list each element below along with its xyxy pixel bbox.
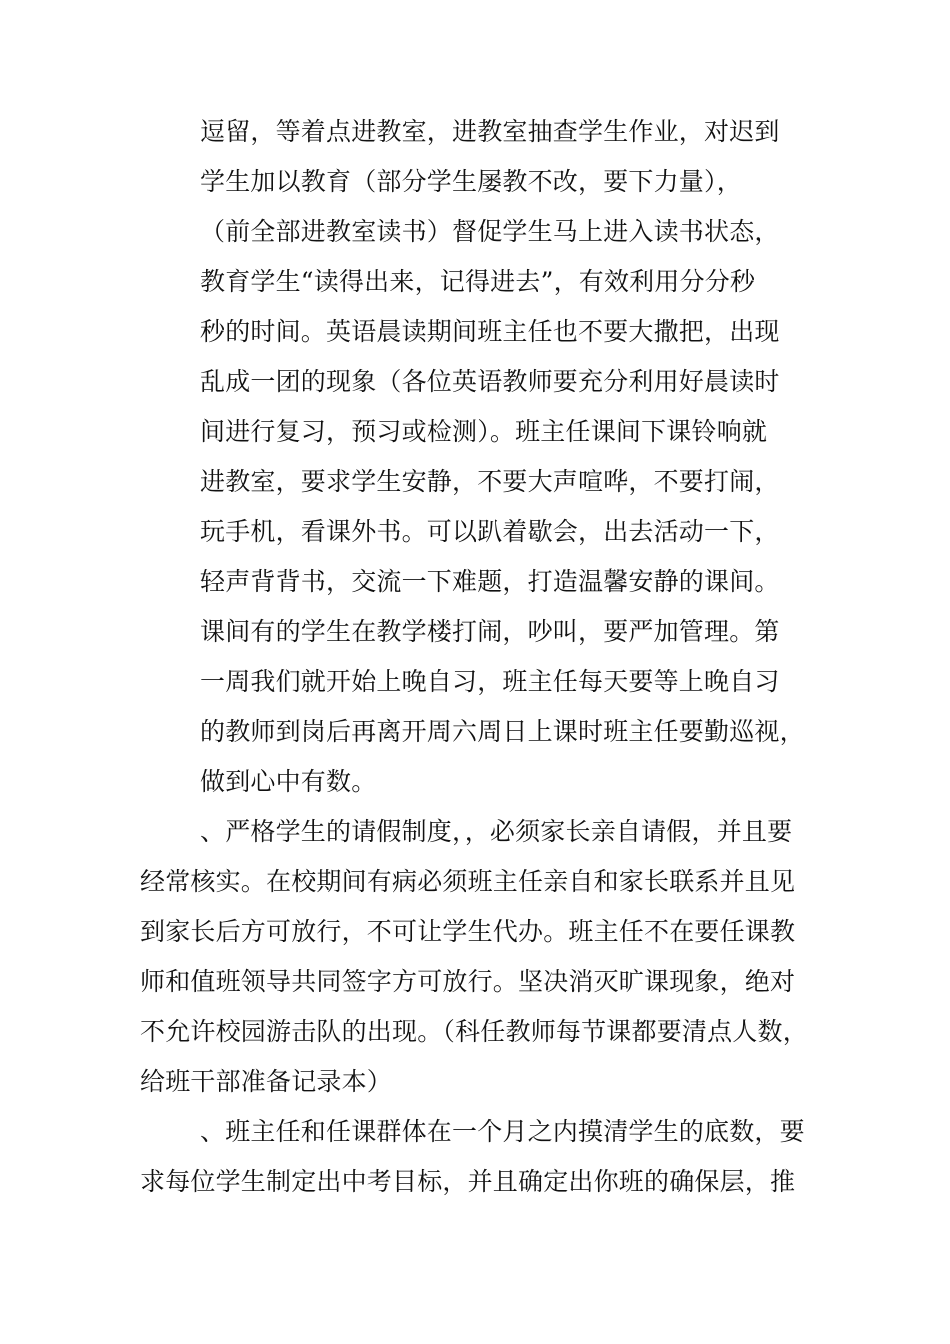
paragraph-line: 师和值班领导共同签字方可放行。坚决消灭旷课现象，绝对: [140, 967, 796, 996]
paragraph-line: 给班干部准备记录本）: [140, 1067, 393, 1096]
paragraph-line: 进教室，要求学生安静，不要大声喧哗，不要打闹，: [200, 467, 780, 496]
paragraph-line: 一周我们就开始上晚自习，班主任每天要等上晚自习: [200, 667, 780, 696]
paragraph-line: 经常核实。在校期间有病必须班主任亲自和家长联系并且见: [140, 867, 796, 896]
paragraph-line: 乱成一团的现象（各位英语教师要充分利用好晨读时: [200, 367, 780, 396]
paragraph-line: 做到心中有数。: [200, 767, 377, 796]
paragraph-line: 玩手机，看课外书。可以趴着歇会，出去活动一下，: [200, 517, 780, 546]
paragraph-line: 的教师到岗后再离开周六周日上课时班主任要勤巡视，: [200, 717, 805, 746]
paragraph-line: 、班主任和任课群体在一个月之内摸清学生的底数，要: [200, 1117, 805, 1146]
paragraph-line: 教育学生“读得出来，记得进去”，有效利用分分秒: [200, 267, 756, 296]
paragraph-line: 不允许校园游击队的出现。（科任教师每节课都要清点人数，: [140, 1017, 808, 1046]
paragraph-line: 秒的时间。英语晨读期间班主任也不要大撒把，出现: [200, 317, 780, 346]
paragraph-line: 课间有的学生在教学楼打闹，吵叫，要严加管理。第: [200, 617, 780, 646]
paragraph-line: 轻声背背书，交流一下难题，打造温馨安静的课间。: [200, 567, 780, 596]
paragraph-line: 逗留，等着点进教室，进教室抽查学生作业，对迟到: [200, 117, 780, 146]
paragraph-line: 、严格学生的请假制度，，必须家长亲自请假，并且要: [200, 817, 793, 846]
paragraph-line: 求每位学生制定出中考目标，并且确定出你班的确保层，推: [140, 1167, 796, 1196]
paragraph-line: 到家长后方可放行，不可让学生代办。班主任不在要任课教: [140, 917, 796, 946]
paragraph-line: （前全部进教室读书）督促学生马上进入读书状态，: [200, 217, 780, 246]
paragraph-line: 学生加以教育（部分学生屡教不改，要下力量），: [200, 167, 742, 196]
paragraph-line: 间进行复习，预习或检测）。班主任课间下课铃响就: [200, 417, 768, 446]
